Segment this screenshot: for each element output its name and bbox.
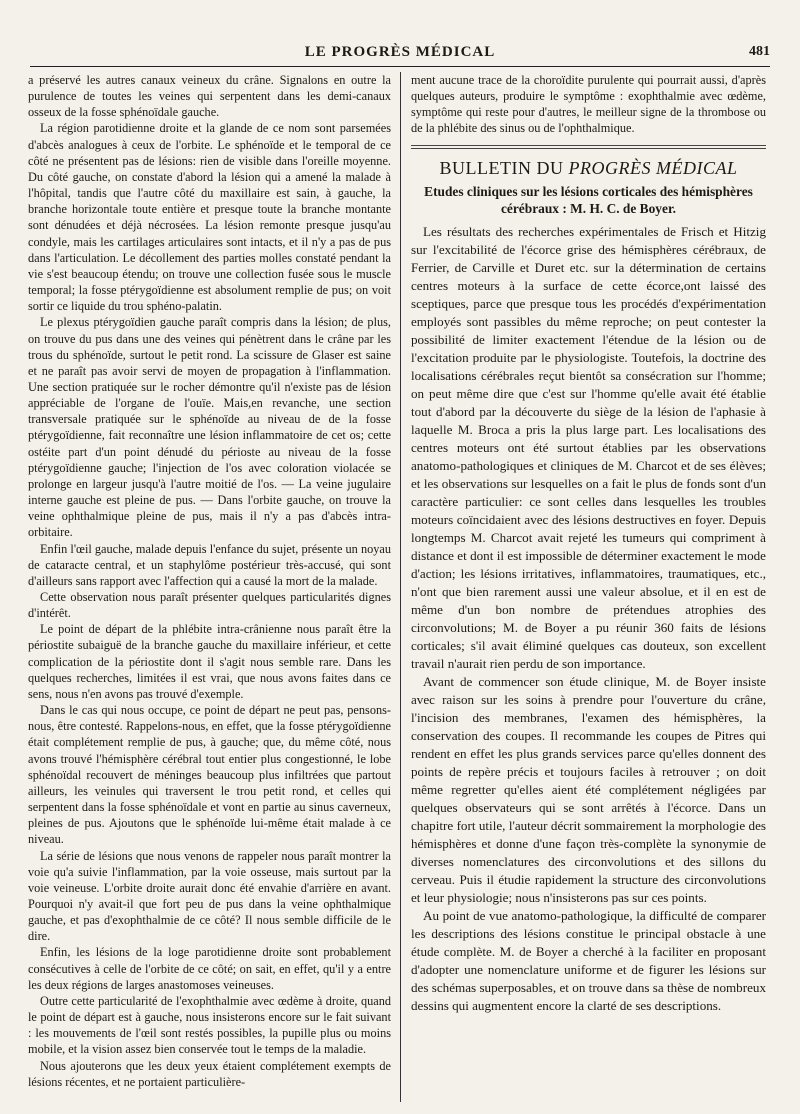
paragraph: Au point de vue anatomo-pathologique, la difficulté de comparer les descriptions des lésions constitue le principal obstacle à une étude complète. M. de Boyer a cherché à la faciliter en proposant d'adopter une nomenclature uniforme et de figurer les lésions sur des schémas superposables, et on trouve dans sa thèse de nombreux dessins qui augmentent encore la clarté de ses descriptions. <box>411 907 766 1013</box>
paragraph: Nous ajouterons que les deux yeux étaient complétement exempts de lésions récentes, et ne portaient particulière- <box>28 1058 391 1089</box>
paragraph: ment aucune trace de la choroïdite purulente qui pourrait aussi, d'après quelques auteurs, produire le symptôme : exophthalmie avec œdème, symptôme qui reste pour d'autres, le meilleur signe de la thrombose ou de la phlébite des sinus ou de l'ophthalmique. <box>411 73 766 136</box>
page-header <box>30 40 770 67</box>
paragraph: Le point de départ de la phlébite intra-crânienne nous paraît être la périostite subaiguë de la branche gauche du maxillaire inférieur, et cette complication de la périostite dont il s'agit nous semble rare. Dans les quelques recherches, limitées il est vrai, que nous avons faites dans ce sens, nous n'en avons pas trouvé d'exemple. <box>28 622 391 701</box>
paragraph: La série de lésions que nous venons de rappeler nous paraît montrer la voie qu'a suivie l'inflammation, par la voie osseuse, mais surtout par la voie veineuse. L'orbite droite aurait donc été envahie d'arrière en avant. Pourquoi n'y avait-il que fort peu de pus dans la veine ophthalmique gauche, et pas d'exophthalmie de ce côté? Il nous semble difficile de le dire. <box>28 848 391 944</box>
paragraph: a préservé les autres canaux veineux du crâne. Signalons en outre la purulence de toutes les veines qui serpentent dans les demi-canaux osseux de la fosse sphénoïdale gauche. <box>28 73 391 120</box>
bulletin-heading-journal: PROGRÈS MÉDICAL <box>568 157 738 178</box>
paragraph: Cette observation nous paraît présenter quelques particularités dignes d'intérêt. <box>28 590 391 621</box>
paragraph: La région parotidienne droite et la glande de ce nom sont parsemées d'abcès analogues à ceux de l'orbite. Le sphénoïde et le temporal de ce côté ne présentent pas de lésions: rien de visible dans l'oreille moyenne. Du côté gauche, on constate d'abord la lésion qui a amené la malade à l'hôpital, tandis que l'autre côté du maxillaire est sain, à gauche, la branche horizontale toute entière et presque toute la branche montante sont dénudées et déjà nécrosées. La lésion remonte presque jusqu'au condyle, mais les cartilages articulaires sont intacts, et il n'y a pas de pus dans l'articulation. Le décollement des parties molles constaté pendant la vie s'est beaucoup étendu; on trouve une collection fusée sous le muscle temporal; la fosse ptérygoïdienne est absolument remplie de pus; on voit sortir ce liquide du trou sphéno-palatin. <box>28 121 391 314</box>
article-title: Etudes cliniques sur les lésions corticales des hémisphères cérébraux : M. H. C. de Boyer. <box>424 183 753 216</box>
column-divider <box>400 72 401 1102</box>
paragraph: Enfin l'œil gauche, malade depuis l'enfance du sujet, présente un noyau de cataracte central, et un staphylôme postérieur très-accusé, qui sont d'ailleurs sans rapport avec l'affection qui a causé la mort de la malade. <box>28 541 391 588</box>
paragraph: Le plexus ptérygoïdien gauche paraît compris dans la lésion; de plus, on trouve du pus dans une des veines qui pénètrent dans le crâne par les trous du sphénoïde, surtout le petit rond. La scissure de Glaser est saine et ne paraît pas avoir servi de moyen de propagation à l'inflammation. Une section pratiquée sur le rocher démontre qu'il n'existe pas de lésion appréciable de l'organe de l'ouïe. Mais,en revanche, une section transversale pratiquée sur le sphénoïde au niveau de de la fosse ptérygoïdienne, fait reconnaître une lésion inflammatoire de cet os; cette ostéite part d'un point dénudé du périoste au niveau de la fosse ptérygoïdienne gauche; l'injection de l'os avec coloration violacée se prolonge en largeur jusqu'à l'autre moitié de l'os. — La veine jugulaire interne gauche est pleine de pus. — Dans l'orbite gauche, on trouve la veine ophthalmique pleine de pus, mais il n'y a pas d'abcès intra-orbitaire. <box>28 315 391 540</box>
left-column <box>28 72 391 1102</box>
right-column <box>411 72 766 1102</box>
paragraph: Avant de commencer son étude clinique, M. de Boyer insiste avec raison sur les soins à prendre pour l'ouverture du crâne, l'incision des membranes, l'examen des hémisphères, la conservation des coupes. Il recommande les coupes de Pitres qui rendent en effet les plus grands services parce qu'elles donnent des points de repère précis et toujours faciles à retrouver ; on doit même regretter qu'elles aient été complétement négligées par quelques observateurs qui se sont arrêtés à l'écorce. Dans un chapitre fort utile, l'auteur décrit sommairement la morphologie des hémisphères et donne d'une façon très-complète la synonymie de diverses nomenclatures des circonvolutions et des sillons du cerveau. Puis il étudie rapidement la structure des circonvolutions et leur physiologie; nous n'insisterons pas sur ces points. <box>411 673 766 905</box>
bulletin-heading-text: BULLETIN DU <box>439 157 564 178</box>
section-rule <box>411 148 766 149</box>
paragraph: Dans le cas qui nous occupe, ce point de départ ne peut pas, pensons-nous, être contesté. Rappelons-nous, en effet, que la fosse ptérygoïdienne était complétement remplie de pus, à gauche; que, du même côté, nous avons trouvé l'hémisphère cérébral tout entier plus congestionné, le lobe sphénoïdal recouvert de méninges beaucoup plus infiltrées que partout ailleurs, les veinules qui traversent le trou petit rond, et celles qui serpentent dans la fosse sphénoïdale et vont en partie au sinus caverneux, pleines de pus. Ajoutons que le sphénoïde lui-même était malade à ce niveau. <box>28 703 391 847</box>
section-rule <box>411 145 766 146</box>
paragraph: Outre cette particularité de l'exophthalmie avec œdème à droite, quand le point de départ est à gauche, nous insisterons encore sur le fait suivant : les mouvements de l'œil sont restés possibles, la pupille plus ou moins mobile, et la vision assez bien conservée tout le temps de la maladie. <box>28 993 391 1057</box>
bulletin-heading <box>411 159 766 177</box>
paragraph: Enfin, les lésions de la loge parotidienne droite sont probablement consécutives à celle de l'orbite de ce côté; on sait, en effet, qu'il y a entre les deux régions de larges anastomoses veineuses. <box>28 945 391 992</box>
paragraph: Les résultats des recherches expérimentales de Frisch et Hitzig sur l'excitabilité de l'écorce grise des hémisphères cérébraux, de Ferrier, de Carville et Duret etc. sur la détermination de certains centres moteurs à la surface de cette écorce,ont laissé des sceptiques, parce que presque tous les procédés d'expérimentation employés sont passibles du même reproche; on peut contester la possibilité de limiter exactement l'étendue de la lésion ou de l'excitation produite par le physiologiste. Toutefois, la doctrine des localisations cérébrales reçut bientôt sa consécration sur l'homme; on peut même dire que c'est sur l'homme qu'elle avait été établie tout d'abord par la découverte du siège de la lésion de l'aphasie à laquelle M. Broca a pris la plus large part. Les localisations des centres moteurs ont été surtout établies par les observations anatomo-pathologiques et cliniques de M. Charcot et de ses élèves; et les observations sur lesquelles on a fait le plus de fonds sont d'un caractère particulier: ce sont celles dans lesquelles les troubles moteurs coïncidaient avec des lésions destructives en foyer. Depuis longtemps M. Charcot avait rejeté les tumeurs qui compriment à distance et dont il est impossible de déterminer exactement le mode d'action; les lésions irritatives, inflammatoires, traumatiques, etc., n'ont que bien rarement aussi une valeur absolue, et il en est de même d'un bon nombre de prétendues atrophies des circonvolutions; M. de Boyer a pu réunir 360 faits de lésions corticales; s'il avait éliminé quelques cas douteux, son excellent travail n'aurait rien perdu de son importance. <box>411 223 766 671</box>
page-number: 481 <box>749 44 770 59</box>
journal-title: LE PROGRÈS MÉDICAL <box>304 44 496 60</box>
